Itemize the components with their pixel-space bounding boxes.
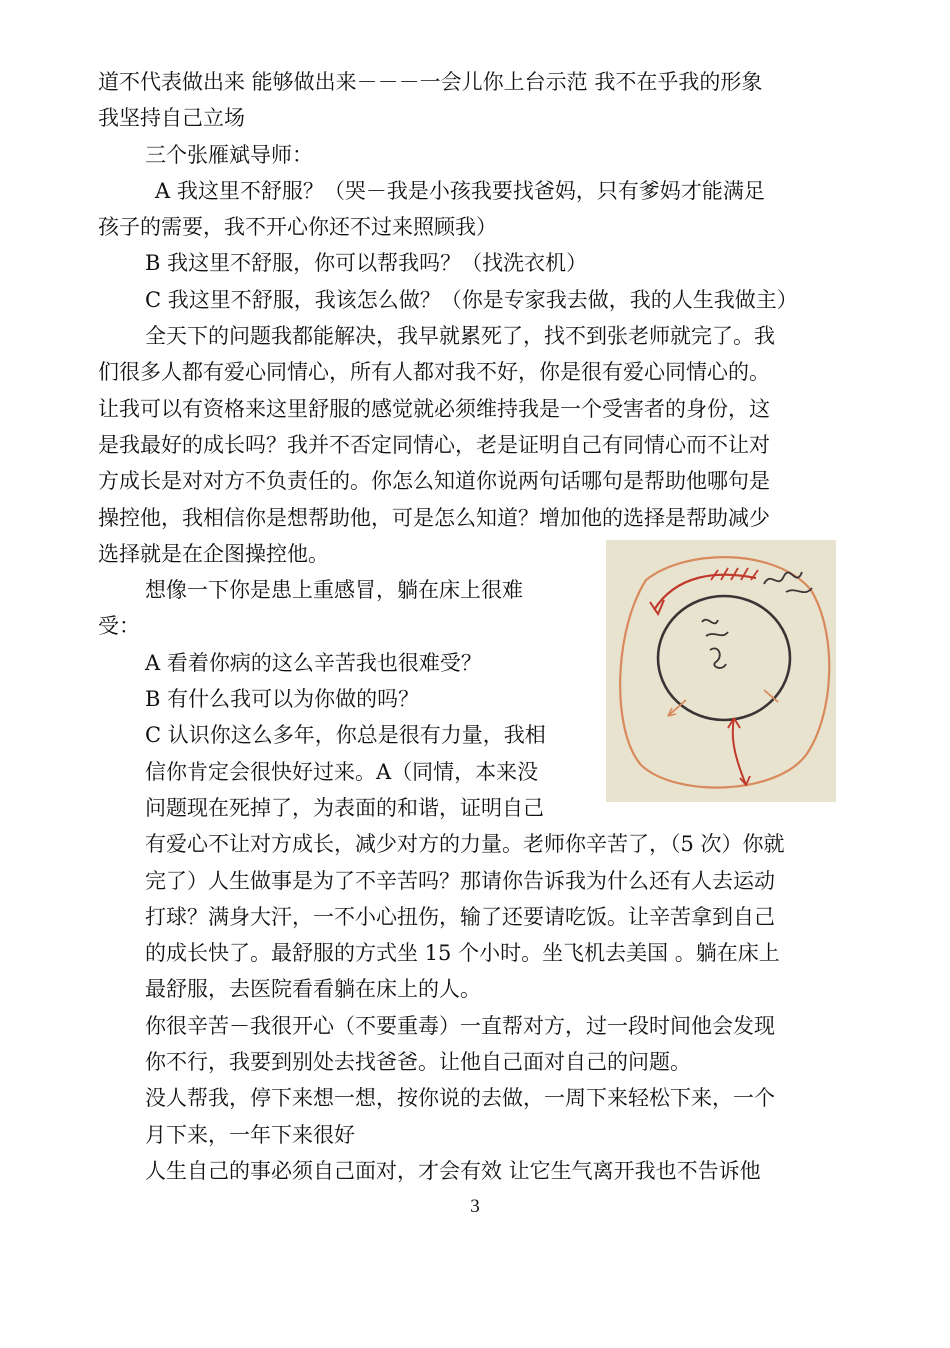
text-line: 月下来，一年下来很好 xyxy=(145,1122,355,1147)
text-line: 你很辛苦－我很开心（不要重毒）一直帮对方，过一段时间他会发现 xyxy=(145,1013,775,1038)
text-line: C 我这里不舒服，我该怎么做？（你是专家我去做，我的人生我做主） xyxy=(145,287,798,312)
text-line: B 有什么我可以为你做的吗？ xyxy=(145,687,420,712)
text-line: 三个张雁斌导师： xyxy=(145,142,313,167)
text-line: 全天下的问题我都能解决，我早就累死了，找不到张老师就完了。我 xyxy=(145,324,775,349)
text-line: 选择就是在企图操控他。 xyxy=(98,541,329,566)
text-line: 我坚持自己立场 xyxy=(98,106,245,131)
text-line: 人生自己的事必须自己面对，才会有效 让它生气离开我也不告诉他 xyxy=(145,1158,761,1183)
text-line: B 我这里不舒服，你可以帮我吗？（找洗衣机） xyxy=(145,251,588,276)
text-line: C 认识你这么多年，你总是很有力量，我相 xyxy=(145,723,546,748)
text-line: 有爱心不让对方成长，减少对方的力量。老师你辛苦了，（5 次）你就 xyxy=(145,832,785,857)
text-line: 问题现在死掉了，为表面的和谐，证明自己 xyxy=(145,795,544,820)
text-line: 方成长是对对方不负责任的。你怎么知道你说两句话哪句是帮助他哪句是 xyxy=(98,469,770,494)
text-line: A 看着你病的这么辛苦我也很难受？ xyxy=(145,650,482,675)
text-line: 最舒服，去医院看看躺在床上的人。 xyxy=(145,977,481,1002)
text-line: 操控他，我相信你是想帮助他，可是怎么知道？增加他的选择是帮助减少 xyxy=(98,505,770,530)
whiteboard-sketch-image xyxy=(606,540,836,802)
text-line: 孩子的需要，我不开心你还不过来照顾我） xyxy=(98,215,497,240)
text-line: 道不代表做出来 能够做出来－－－一会儿你上台示范 我不在乎我的形象 xyxy=(98,70,763,94)
text-line: 你不行，我要到别处去找爸爸。让他自己面对自己的问题。 xyxy=(145,1050,691,1075)
concentric-circles-sketch xyxy=(606,540,836,802)
text-line: 的成长快了。最舒服的方式坐 15 个小时。坐飞机去美国 。躺在床上 xyxy=(145,941,780,966)
text-line: 没人帮我，停下来想一想，按你说的去做，一周下来轻松下来，一个 xyxy=(145,1086,775,1111)
text-line: 想像一下你是患上重感冒，躺在床上很难 xyxy=(145,578,523,603)
text-line: 让我可以有资格来这里舒服的感觉就必须维持我是一个受害者的身份，这 xyxy=(98,396,770,421)
page-number: 3 xyxy=(470,1196,480,1217)
text-line: 完了）人生做事是为了不辛苦吗？那请你告诉我为什么还有人去运动 xyxy=(145,868,775,893)
text-line: 受： xyxy=(98,614,140,639)
text-line: A 我这里不舒服？（哭－我是小孩我要找爸妈，只有爹妈才能满足 xyxy=(155,178,765,203)
text-line: 打球？满身大汗，一不小心扭伤，输了还要请吃饭。让辛苦拿到自己 xyxy=(145,904,775,929)
text-line: 信你肯定会很快好过来。A（同情，本来没 xyxy=(145,759,539,784)
text-line: 是我最好的成长吗？我并不否定同情心，老是证明自己有同情心而不让对 xyxy=(98,432,770,457)
text-line: 们很多人都有爱心同情心，所有人都对我不好，你是很有爱心同情心的。 xyxy=(98,360,770,385)
